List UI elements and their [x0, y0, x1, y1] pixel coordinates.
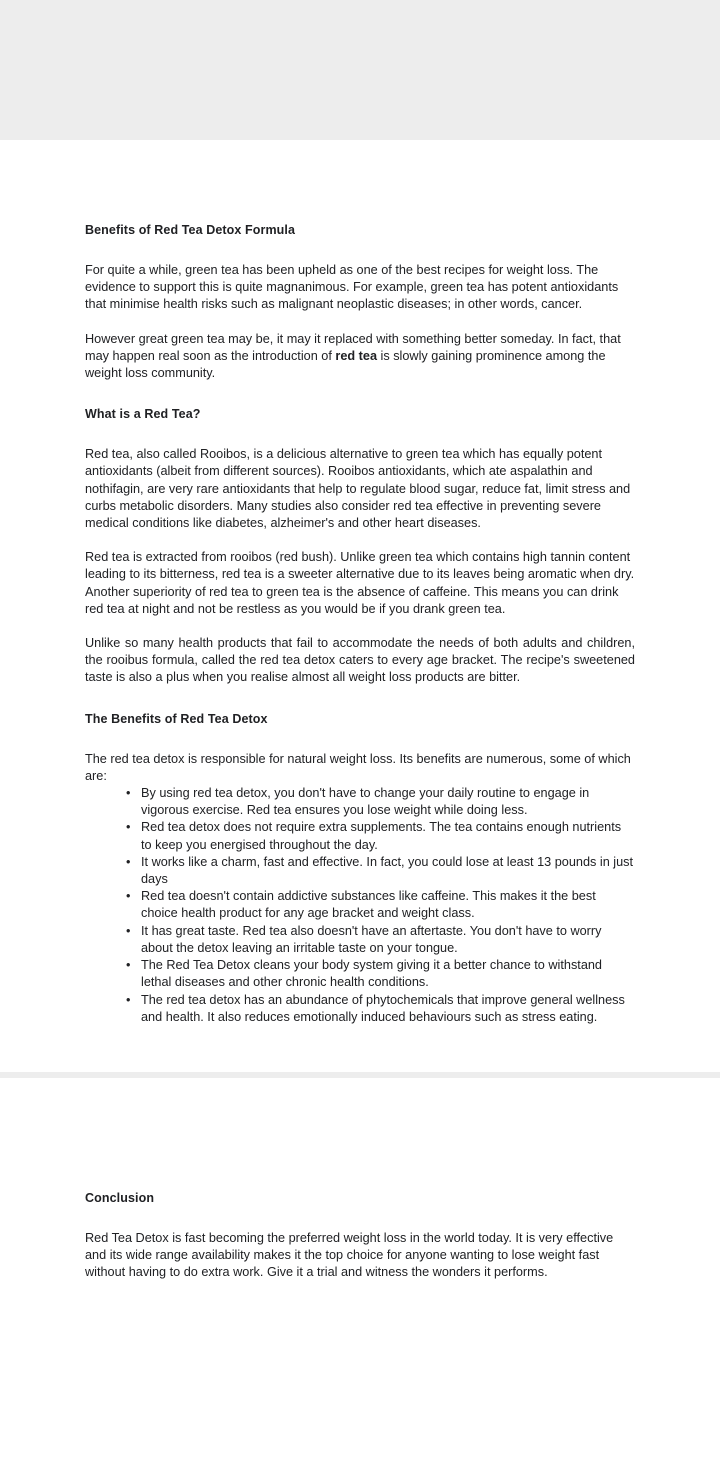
list-item [126, 923, 635, 957]
heading-conclusion: Conclusion [85, 1191, 155, 1205]
heading-what-is-a-red-tea: What is a Red Tea? [85, 407, 201, 422]
list-item-text: Red tea doesn't contain addictive substances like caffeine. This makes it the best choice health product for any age bracket and weight class. [141, 889, 596, 921]
page-2-content [85, 1190, 635, 1282]
list-item [126, 785, 635, 819]
paragraph-conclusion: Red Tea Detox is fast becoming the preferred weight loss in the world today. It is very effective and its wide range availability makes it the top choice for anyone wanting to lose weight fast without having to do extra work. Give it a trial and witness the wonders it performs. [85, 1231, 614, 1280]
bullet-icon: • [126, 923, 131, 938]
bullet-icon: • [126, 958, 131, 973]
list-item [126, 992, 635, 1026]
heading-benefits-of-red-tea-detox: The Benefits of Red Tea Detox [85, 711, 268, 726]
list-item-text: It has great taste. Red tea also doesn't have an aftertaste. You don't have to worry about the detox leaving an irritable taste on your tongue. [141, 923, 602, 955]
paragraph-age-bracket: Unlike so many health products that fail to accommodate the needs of both adults and children, the rooibus formula, called the red tea detox caters to every age bracket. The recipe's sweetened taste is also a plus when you realise almost all weight loss products are bitter. [85, 636, 635, 685]
list-item [126, 819, 635, 853]
paragraph-rooibos-definition: Red tea, also called Rooibos, is a delicious alternative to green tea which has equally potent antioxidants (albeit from different sources). Rooibos antioxidants, which ate aspalathin and nothifagin, are very rare antioxidants that help to regulate blood sugar, reduce fat, limit stress and curbs metabolic disorders. Many studies also consider red tea effective in preventing severe medical conditions like diabetes, alzheimer's and other heart diseases. [85, 447, 631, 531]
paragraph-however-lead: However great green tea may be, it may it replaced with something better someday. In fact, that may happen real soon as the introduction of [85, 331, 621, 363]
list-item-text: It works like a charm, fast and effective. In fact, you could lose at least 13 pounds in just days [141, 854, 634, 887]
paragraph-however-tail: is slowly gaining prominence among the weight loss community. [85, 348, 606, 381]
list-item-text: The red tea detox has an abundance of phytochemicals that improve general wellness and health. It also reduces emotionally induced behaviours such as stress eating. [141, 992, 625, 1024]
list-item-text: Red tea detox does not require extra supplements. The tea contains enough nutrients to keep you energised throughout the day. [141, 820, 622, 852]
inline-emphasis-red-tea: red tea [335, 348, 377, 363]
page-title: Benefits of Red Tea Detox Formula [85, 223, 296, 237]
list-item [126, 854, 635, 888]
paragraph-intro-green-tea: For quite a while, green tea has been upheld as one of the best recipes for weight loss. The evidence to support this is quite magnanimous. For example, green tea has potent antioxidants that minimise health risks such as malignant neoplastic diseases; in other words, cancer. [85, 263, 619, 312]
bullet-icon: • [126, 820, 131, 835]
bullet-icon: • [126, 992, 131, 1007]
bullet-icon: • [126, 854, 131, 869]
page-1-content [85, 222, 635, 1026]
list-item [126, 957, 635, 991]
document-body [0, 140, 720, 1480]
paragraph-benefits-intro: The red tea detox is responsible for natural weight loss. Its benefits are numerous, some of which are: [85, 751, 631, 783]
bullet-icon: • [126, 786, 131, 801]
paragraph-however-red-tea [85, 331, 635, 383]
list-item-text: The Red Tea Detox cleans your body system giving it a better chance to withstand lethal diseases and other chronic health conditions. [141, 958, 602, 990]
document-page-1 [0, 140, 720, 1072]
viewer-top-chrome-band [0, 0, 720, 140]
bullet-icon: • [126, 889, 131, 904]
list-item-text: By using red tea detox, you don't have to change your daily routine to engage in vigorous exercise. Red tea ensures you lose weight while doing less. [141, 786, 590, 818]
paragraph-extraction: Red tea is extracted from rooibos (red bush). Unlike green tea which contains high tannin content leading to its bitterness, red tea is a sweeter alternative due to its leaves being aromatic when dry. Another superiority of red tea to green tea is the absence of caffeine. This means you can drink red tea at night and not be restless as you would be if you drank green tea. [85, 550, 635, 616]
list-item [126, 888, 635, 922]
benefits-list [85, 785, 635, 1026]
document-page-2 [0, 1078, 720, 1480]
